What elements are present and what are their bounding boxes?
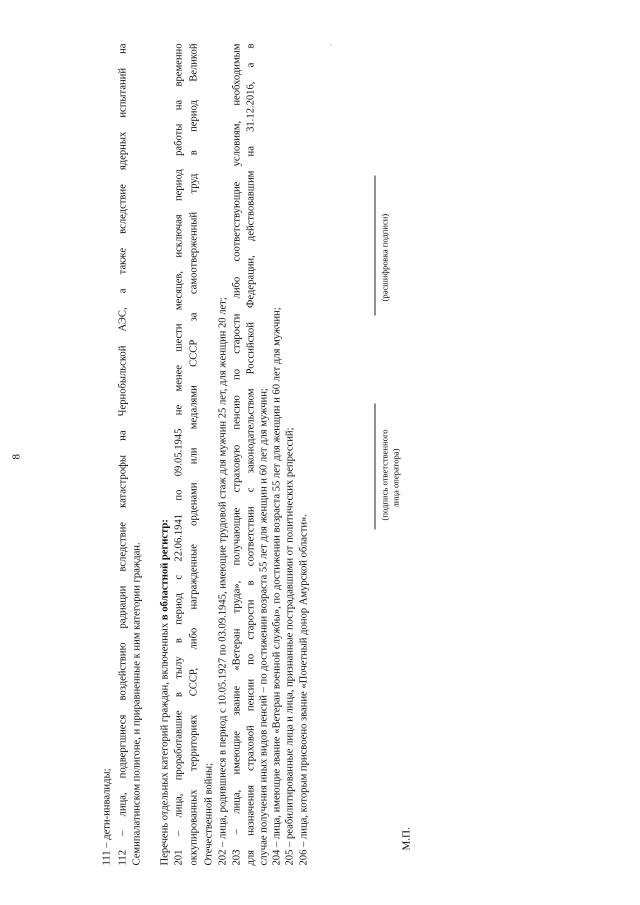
stamp-placeholder: М.П. <box>400 826 412 850</box>
signature-caption: лица оператора) <box>390 448 400 507</box>
intro-bold-text: в областной регистр: <box>159 518 170 620</box>
list-item: 112 – лица, подвергшиеся воздействию радиации вследствие катастрофы на Чернобыльской АЭС, а также вследствие ядерных испытаний на <box>117 43 128 865</box>
intro-text: Перечень отдельных категорий граждан, включенных <box>159 619 170 865</box>
signature-caption: (подпись ответственного <box>379 428 389 520</box>
list-item: 205 – реабилитированные лица и лица, признанные пострадавшими от политических репрессий; <box>284 426 295 865</box>
transcript-caption: (расшифровка подписи) <box>379 213 389 301</box>
list-item: для назначения страховой пенсии по старости в соответствии с законодательством Российской Федерации, действовавшим на 31.12.2016, а в <box>245 43 256 865</box>
scan-speck <box>330 44 331 45</box>
list-item: 206 – лица, которым присвоено звание «Почетный донор Амурской области». <box>298 513 309 865</box>
regional-register-intro <box>158 519 171 865</box>
list-item: 111 – дети-инвалиды; <box>101 767 112 865</box>
list-item: 204 – лица, имеющие звание «Ветеран военной службы», по достижении возраста 55 лет для женщин и 60 лет для мужчин; <box>271 306 282 865</box>
list-item: 201 – лица, проработавшие в тылу в период с 22.06.1941 по 09.05.1945 не менее шести месяцев, исключая период работы на временно <box>173 43 184 865</box>
list-item: 202 – лица, родившиеся в период с 10.05.1927 по 03.09.1945, имеющие трудовой стаж для мужчин 25 лет, для женщин 20 лет; <box>217 296 228 865</box>
list-item: Семипалатинском полигоне, и приравненные к ним категории граждан. <box>131 541 142 865</box>
signature-line <box>374 403 375 529</box>
signature-block <box>360 0 420 905</box>
list-item: случае получения иных видов пенсий – по достижении возраста 55 лет для женщин и 60 лет для мужчин; <box>258 387 269 865</box>
page-number: 8 <box>10 453 22 459</box>
transcript-line <box>374 175 375 315</box>
list-item: Отечественной войны; <box>203 762 214 865</box>
list-item: 203 – лица, имеющие звание «Ветеран труда», получающие страховую пенсию по старости либо соответствующие условиям, необходимым <box>231 43 242 865</box>
list-item: оккупированных территориях СССР, либо награжденные орденами или медалями СССР за самоотверженный труд в период Великой <box>188 43 199 865</box>
